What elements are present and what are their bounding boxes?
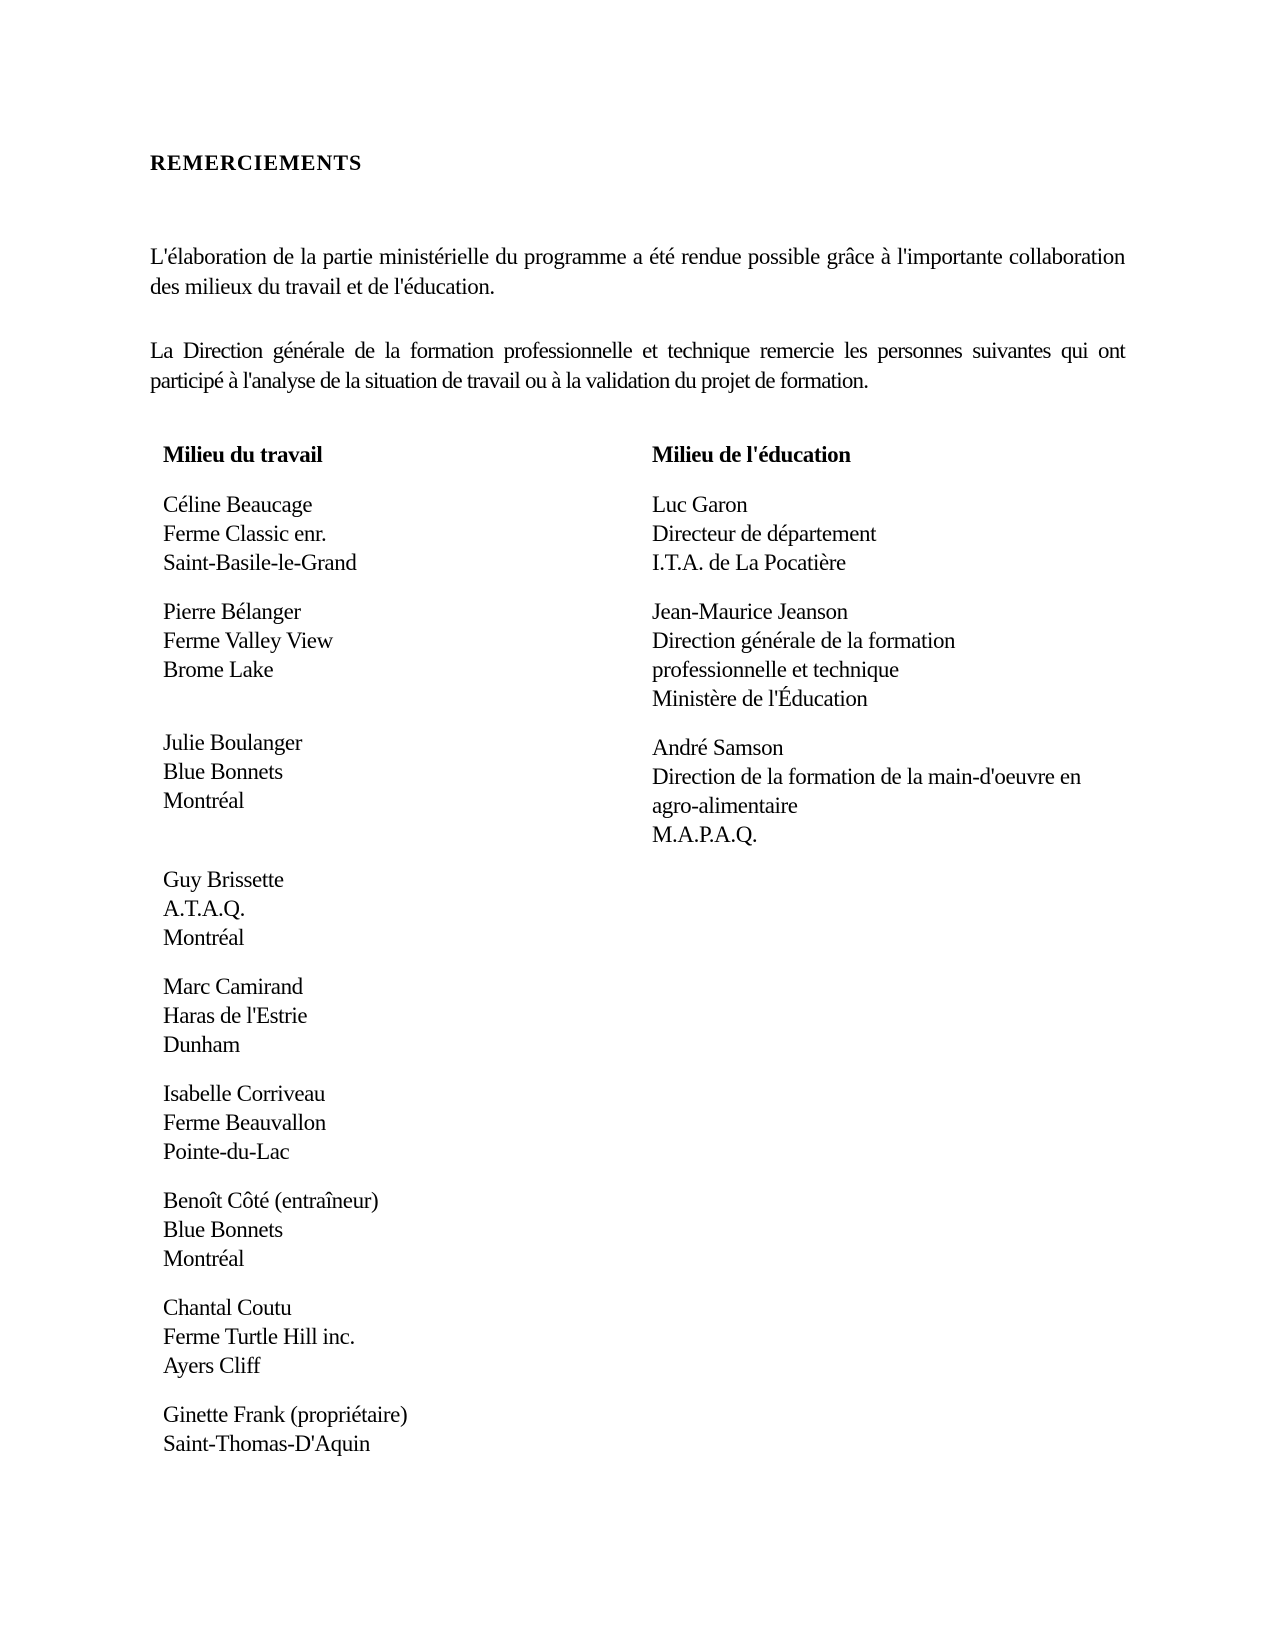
entry-org: I.T.A. de La Pocatière [652, 550, 846, 575]
entry-name: Jean-Maurice Jeanson [652, 599, 848, 624]
work-entry [163, 490, 603, 577]
work-column-heading: Milieu du travail [163, 442, 323, 467]
entry-name: Julie Boulanger [163, 730, 302, 755]
work-entry [163, 728, 603, 815]
entry-name: Chantal Coutu [163, 1295, 292, 1320]
entry-org: Ferme Valley View [163, 628, 333, 653]
entry-name: André Samson [652, 735, 784, 760]
education-column [652, 440, 1122, 869]
education-entry [652, 490, 1122, 577]
entry-role-cont: agro-alimentaire [652, 793, 798, 818]
entry-name: Céline Beaucage [163, 492, 313, 517]
work-entry [163, 597, 603, 684]
entry-place: Pointe-du-Lac [163, 1139, 290, 1164]
entry-place: Montréal [163, 788, 245, 813]
work-entry [163, 1400, 603, 1458]
intro-paragraph: L'élaboration de la partie ministérielle du programme a été rendue possible grâce à l'importante collaboration des milieux du travail et de l'éducation. [150, 244, 1125, 299]
entry-place: Dunham [163, 1032, 240, 1057]
education-entry [652, 597, 1122, 713]
entry-org: Ferme Turtle Hill inc. [163, 1324, 355, 1349]
entry-name: Benoît Côté (entraîneur) [163, 1188, 379, 1213]
entry-name: Isabelle Corriveau [163, 1081, 326, 1106]
entry-name: Guy Brissette [163, 867, 284, 892]
work-entry [163, 1079, 603, 1166]
entry-name: Pierre Bélanger [163, 599, 301, 624]
entry-name: Luc Garon [652, 492, 748, 517]
thanks-paragraph: La Direction générale de la formation professionnelle et technique remercie les personnes suivantes qui ont participé à l'analyse de la situation de travail ou à la validation du projet de formation. [150, 338, 1125, 393]
entry-org: Haras de l'Estrie [163, 1003, 308, 1028]
entry-role: Direction générale de la formation [652, 628, 956, 653]
entry-name: Marc Camirand [163, 974, 303, 999]
entry-org: Ferme Classic enr. [163, 521, 327, 546]
entry-org: Blue Bonnets [163, 759, 283, 784]
work-entry [163, 1186, 603, 1273]
work-entry [163, 865, 603, 952]
page-title: REMERCIEMENTS [150, 150, 363, 175]
education-column-heading: Milieu de l'éducation [652, 442, 851, 467]
entry-org: Blue Bonnets [163, 1217, 283, 1242]
entry-place: Montréal [163, 925, 245, 950]
entry-role-cont: professionnelle et technique [652, 657, 899, 682]
entry-org: Saint-Thomas-D'Aquin [163, 1431, 370, 1456]
entry-place: Saint-Basile-le-Grand [163, 550, 357, 575]
education-entry [652, 733, 1122, 849]
entry-org: Ferme Beauvallon [163, 1110, 326, 1135]
entry-org: Ministère de l'Éducation [652, 686, 868, 711]
entry-place: Montréal [163, 1246, 245, 1271]
entry-org: A.T.A.Q. [163, 896, 245, 921]
work-column [163, 440, 603, 1478]
entry-org: M.A.P.A.Q. [652, 822, 758, 847]
entry-place: Ayers Cliff [163, 1353, 261, 1378]
entry-name: Ginette Frank (propriétaire) [163, 1402, 408, 1427]
work-entry [163, 972, 603, 1059]
entry-place: Brome Lake [163, 657, 274, 682]
entry-role: Direction de la formation de la main-d'oeuvre en [652, 764, 1081, 789]
work-entry [163, 1293, 603, 1380]
entry-role: Directeur de département [652, 521, 877, 546]
